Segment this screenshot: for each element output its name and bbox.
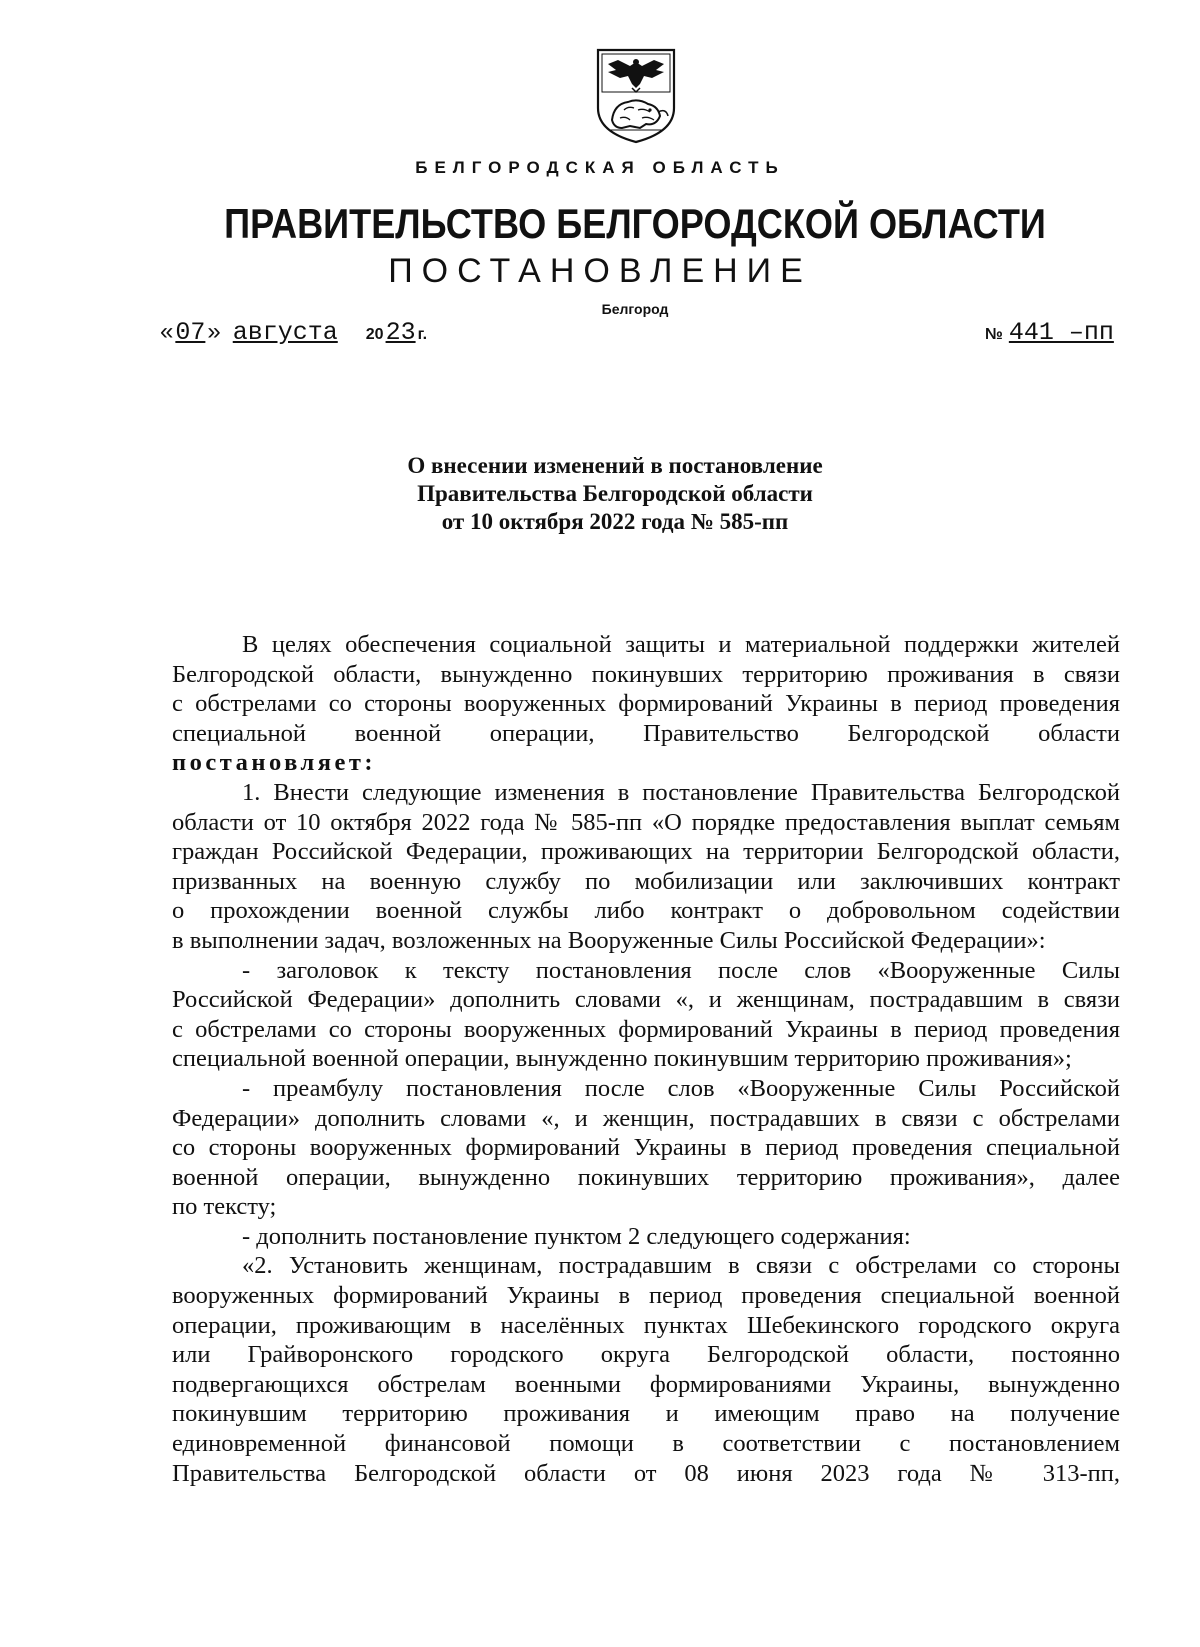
document-body [172,630,1120,1488]
body-line: «2. Установить женщинам, пострадавшим в связи с обстрелами со стороны [242,1252,1120,1280]
body-line: - преамбулу постановления после слов «Вооруженные Силы Российской [242,1074,1120,1102]
body-line: военной операции, вынужденно покинувших территорию проживания», далее [172,1163,1120,1191]
date-year-prefix: 20 [365,326,384,343]
document-type: ПОСТАНОВЛЕНИЕ [388,252,812,290]
body-line: о прохождении военной службы либо контракт о добровольном содействии [172,897,1120,925]
date-month: августа [232,318,338,347]
government-name: ПРАВИТЕЛЬСТВО БЕЛГОРОДСКОЙ ОБЛАСТИ [224,200,1046,247]
title-line: от 10 октября 2022 года № 585-пп [441,509,789,534]
date-year-suffix: 23 [385,318,416,347]
city-name: Белгород [601,301,669,317]
body-line: единовременной финансовой помощи в соответствии с постановлением [172,1430,1120,1458]
date-quote-close: » [207,318,221,345]
body-line-decree: постановляет: [172,749,377,777]
body-line: специальной военной операции, Правительство Белгородской области [172,719,1120,747]
body-line: Федерации» дополнить словами «, и женщин, пострадавших в связи с обстрелами [172,1104,1120,1132]
body-line: специальной военной операции, вынужденно покинувшим территорию проживания»; [172,1045,1072,1073]
body-line: Российской Федерации» дополнить словами «, и женщинам, пострадавшим в связи [172,986,1120,1014]
body-line: по тексту; [172,1193,277,1221]
body-line: операции, проживающим в населённых пунктах Шебекинского городского округа [172,1311,1120,1339]
date-year-mark: г. [417,326,428,343]
body-line: 1. Внести следующие изменения в постановление Правительства Белгородской [242,778,1120,806]
body-line: - заголовок к тексту постановления после слов «Вооруженные Силы [242,956,1120,984]
body-line: призванных на военную службу по мобилизации или заключивших контракт [172,867,1120,895]
document-date [160,318,427,347]
body-line: со стороны вооруженных формирований Украины в период проведения специальной [172,1134,1120,1162]
body-line: или Грайворонского городского округа Белгородской области, постоянно [172,1341,1120,1369]
date-quote-open: « [160,318,174,345]
date-day: 07 [175,318,206,347]
body-line: покинувшим территорию проживания и имеющим право на получение [172,1400,1120,1428]
body-line: вооруженных формирований Украины в период проведения специальной военной [172,1282,1120,1310]
body-line: с обстрелами со стороны вооруженных формирований Украины в период проведения [172,690,1120,718]
coat-of-arms-emblem [594,48,678,144]
body-line: области от 10 октября 2022 года № 585-пп «О порядке предоставления выплат семьям [172,808,1120,836]
body-line: в выполнении задач, возложенных на Вооруженные Силы Российской Федерации»: [172,926,1046,954]
body-line: В целях обеспечения социальной защиты и материальной поддержки жителей [242,631,1120,658]
body-line: - дополнить постановление пунктом 2 следующего содержания: [242,1222,911,1250]
document-number [985,318,1114,347]
number-label: № [985,326,1003,343]
region-name: БЕЛГОРОДСКАЯ ОБЛАСТЬ [415,158,785,177]
body-line: подвергающихся обстрелам военными формированиями Украины, вынужденно [172,1370,1120,1398]
number-value: 441 –пп [1008,318,1114,347]
body-line: с обстрелами со стороны вооруженных формирований Украины в период проведения [172,1015,1120,1043]
body-line: граждан Российской Федерации, проживающих на территории Белгородской области, [172,838,1120,866]
body-line: Правительства Белгородской области от 08 июня 2023 года № 313-пп, [172,1459,1120,1487]
title-line: Правительства Белгородской области [417,481,813,506]
title-line: О внесении изменений в постановление [407,453,823,478]
body-line: Белгородской области, вынужденно покинувших территорию проживания в связи [172,660,1120,688]
document-title [0,452,1200,536]
